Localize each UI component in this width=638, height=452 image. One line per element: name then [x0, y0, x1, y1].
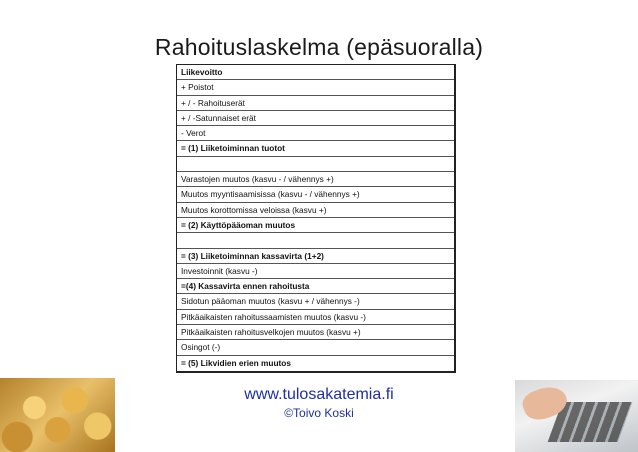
table-row: + / - Rahoituserät [177, 96, 454, 111]
page-title: Rahoituslaskelma (epäsuoralla) [154, 34, 484, 60]
table-row-empty [177, 157, 454, 172]
table-row: Pitkäaikaisten rahoitusvelkojen muutos (kasvu +) [177, 325, 454, 340]
table-row: = (3) Liiketoiminnan kassavirta (1+2) [177, 249, 454, 264]
table-row: + / -Satunnaiset erät [177, 111, 454, 126]
table-row: Muutos korottomissa veloissa (kasvu +) [177, 203, 454, 218]
cash-flow-table [176, 64, 456, 373]
table-row: Investoinnit (kasvu -) [177, 264, 454, 279]
table-row: = (5) Likvidien erien muutos [181, 357, 291, 368]
table-row: + Poistot [177, 80, 454, 95]
table-row: - Verot [177, 126, 454, 141]
table-row: Varastojen muutos (kasvu - / vähennys +) [177, 172, 454, 187]
table-row: =(4) Kassavirta ennen rahoitusta [177, 279, 454, 294]
footer-copyright: ©Toivo Koski [284, 406, 354, 420]
table-row: Liikevoitto [177, 65, 454, 80]
table-row: = (2) Käyttöpääoman muutos [177, 218, 454, 233]
table-row-empty [177, 233, 454, 248]
table-row: = (1) Liiketoiminnan tuotot [177, 141, 454, 156]
table-row: Muutos myyntisaamisissa (kasvu - / vähennys +) [177, 187, 454, 202]
footer-url-link[interactable]: www.tulosakatemia.fi [244, 386, 394, 403]
table-row: Osingot (-) [177, 340, 454, 355]
table-row: Pitkäaikaisten rahoitussaamisten muutos (kasvu -) [177, 310, 454, 325]
table-row: Sidotun pääoman muutos (kasvu + / vähennys -) [177, 294, 454, 309]
